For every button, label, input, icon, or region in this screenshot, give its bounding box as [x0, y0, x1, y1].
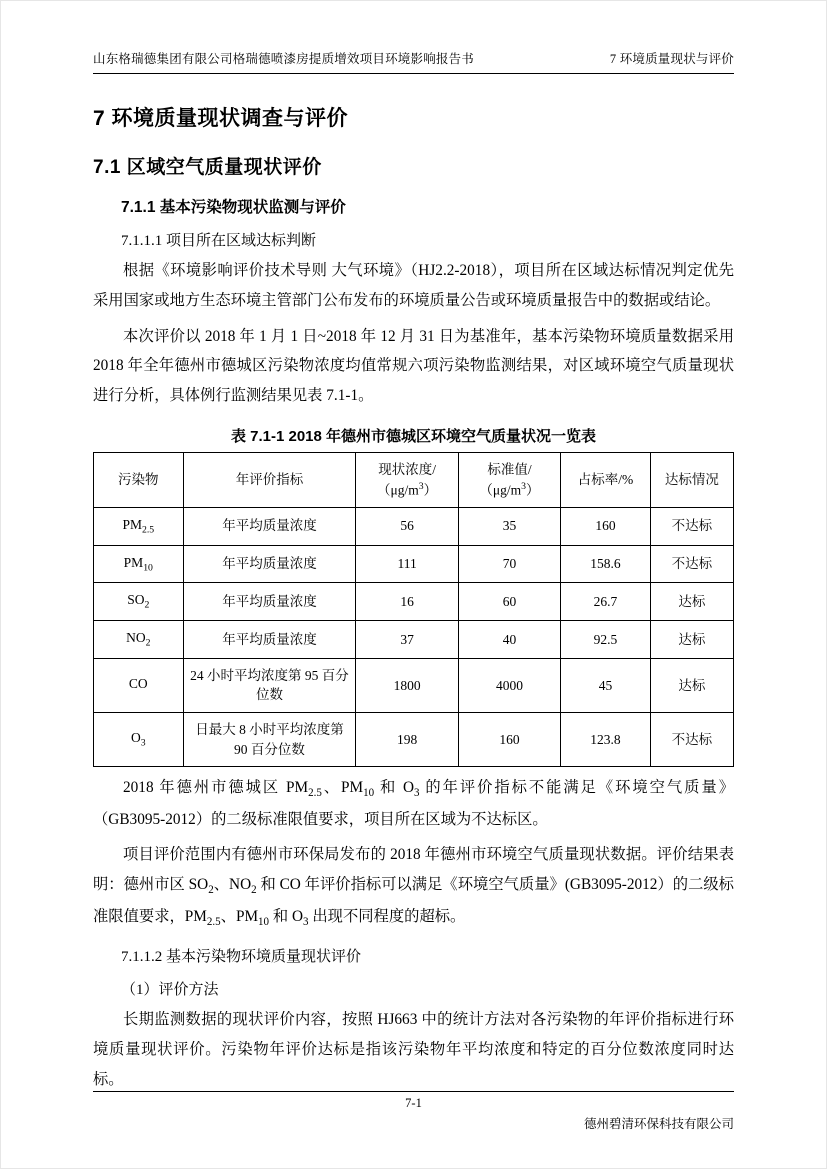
pollutant-name: CO — [128, 676, 148, 691]
header-current-exp: 3 — [418, 480, 424, 492]
cell-standard: 40 — [458, 621, 560, 659]
p4-sub-h: 10 — [258, 915, 270, 928]
p4-i: 和 O — [269, 907, 304, 925]
header-standard-line1: 标准值/ — [487, 462, 532, 478]
pollutant-sub: 2.5 — [141, 524, 155, 536]
p4-k: 出现不同程度的超标。 — [308, 907, 466, 925]
page-content — [93, 49, 734, 1128]
header-current-line1: 现状浓度/ — [378, 462, 436, 478]
cell-pollutant — [94, 712, 184, 766]
cell-pollutant — [94, 583, 184, 621]
section-heading-4: 7.1.1.1 项目所在区域达标判断 — [121, 233, 317, 249]
cell-index: 日最大 8 小时平均浓度第 90 百分位数 — [183, 712, 356, 766]
footer-company: 德州碧清环保科技有限公司 — [583, 1117, 734, 1131]
header-standard-exp: 3 — [521, 480, 527, 492]
cell-standard: 70 — [458, 545, 560, 583]
cell-status: 达标 — [650, 621, 733, 659]
p3-g: 的年评价指标不能满足《环境空气质量》（GB3095-2012）的二级标准限值要求，项目所在区域为不达标区。 — [93, 779, 734, 828]
header-standard-line2a: （μg/m — [479, 482, 522, 498]
header-title-right: 7 环境质量现状与评价 — [609, 52, 734, 66]
cell-current: 56 — [356, 507, 458, 545]
table-header-index: 年评价指标 — [183, 453, 356, 508]
cell-status: 不达标 — [650, 712, 733, 766]
table-body — [94, 507, 734, 766]
paragraph-5: 长期监测数据的现状评价内容，按照 HJ663 中的统计方法对各污染物的年评价指标进行环境质量现状评价。污染物年评价达标是指该污染物年平均浓度和特定的百分位数浓度同时达标。 — [93, 1011, 734, 1088]
header-standard-line2c: ） — [526, 482, 540, 498]
cell-rate: 26.7 — [561, 583, 651, 621]
cell-pollutant — [94, 545, 184, 583]
p3-c: 、PM — [321, 779, 364, 797]
section-heading-4-3: （1）评价方法 — [121, 982, 219, 999]
cell-rate: 45 — [561, 658, 651, 712]
footer-divider — [93, 1091, 734, 1092]
cell-pollutant — [94, 621, 184, 659]
page-footer — [93, 1091, 734, 1130]
header-title-left: 山东格瑞德集团有限公司格瑞德喷漆房提质增效项目环境影响报告书 — [93, 52, 475, 66]
cell-current: 37 — [356, 621, 458, 659]
p3-sub-d: 10 — [363, 787, 375, 800]
cell-rate: 92.5 — [561, 621, 651, 659]
cell-standard: 35 — [458, 507, 560, 545]
table-header-pollutant: 污染物 — [94, 453, 184, 508]
table-header-status: 达标情况 — [650, 453, 733, 508]
paragraph-3 — [93, 773, 734, 834]
p4-e: 和 CO 年评价指标可以满足《环境空气质量》(GB3095-2012）的二级标准限值要求，PM — [93, 876, 734, 925]
cell-status: 不达标 — [650, 507, 733, 545]
table-header-rate: 占标率/% — [561, 453, 651, 508]
pollutant-name: O — [130, 730, 141, 746]
table-row — [94, 712, 734, 766]
p4-c: 、NO — [213, 876, 252, 894]
cell-standard: 4000 — [458, 658, 560, 712]
p4-sub-f: 2.5 — [206, 915, 221, 928]
cell-rate: 158.6 — [561, 545, 651, 583]
paragraph-1: 根据《环境影响评价技术导则 大气环境》（HJ2.2-2018），项目所在区域达标情况判定优先采用国家或地方生态环境主管部门公布发布的环境质量公告或环境质量报告中的数据或结论。 — [93, 262, 734, 309]
cell-index: 年平均质量浓度 — [183, 545, 356, 583]
pollutant-sub: 2 — [145, 637, 151, 649]
cell-status: 不达标 — [650, 545, 733, 583]
table-header-row — [94, 453, 734, 508]
cell-current: 16 — [356, 583, 458, 621]
table-caption: 表 7.1-1 2018 年德州市德城区环境空气质量状况一览表 — [230, 428, 597, 446]
cell-index: 年平均质量浓度 — [183, 583, 356, 621]
paragraph-2: 本次评价以 2018 年 1 月 1 日~2018 年 12 月 31 日为基准年，基本污染物环境质量数据采用 2018 年全年德州市德城区污染物浓度均值常规六项污染物监测结果，对区域环境空气质量现状进行分析，具体例行监测结果见表 7.1-1。 — [93, 327, 734, 405]
cell-status: 达标 — [650, 658, 733, 712]
p4-a: 项目评价范围内有德州市环保局发布的 2018 年德州市环境空气质量现状数据。评价结果表明：德州市区 SO — [93, 846, 734, 894]
section-heading-3: 7.1.1 基本污染物现状监测与评价 — [121, 199, 346, 216]
p4-sub-j: 3 — [303, 915, 309, 928]
paragraph-4 — [93, 840, 734, 933]
table-row — [94, 507, 734, 545]
pollutant-name: NO — [126, 630, 146, 646]
air-quality-table — [93, 452, 734, 767]
p4-g: 、PM — [220, 907, 259, 925]
p3-e: 和 O — [374, 779, 415, 797]
p4-sub-d: 2 — [251, 884, 257, 897]
pollutant-sub: 2 — [144, 599, 150, 611]
pollutant-sub: 3 — [140, 737, 146, 749]
footer-row — [93, 1096, 734, 1130]
cell-rate: 160 — [561, 507, 651, 545]
cell-current: 1800 — [356, 658, 458, 712]
cell-index: 年平均质量浓度 — [183, 621, 356, 659]
cell-rate: 123.8 — [561, 712, 651, 766]
cell-standard: 60 — [458, 583, 560, 621]
cell-pollutant — [94, 658, 184, 712]
table-header-standard — [458, 453, 560, 508]
table-row — [94, 583, 734, 621]
pollutant-sub: 10 — [143, 562, 153, 574]
p3-sub-b: 2.5 — [308, 787, 322, 800]
table-row — [94, 621, 734, 659]
cell-standard: 160 — [458, 712, 560, 766]
cell-status: 达标 — [650, 583, 733, 621]
table-row — [94, 658, 734, 712]
pollutant-name: SO — [127, 592, 145, 608]
section-heading-2: 7.1 区域空气质量现状评价 — [93, 157, 322, 178]
header-current-line2c: ） — [423, 482, 438, 498]
pollutant-name: PM — [123, 554, 144, 570]
header-current-line2a: （μg/m — [377, 482, 419, 498]
pollutant-name: PM — [122, 516, 142, 532]
cell-pollutant — [94, 507, 184, 545]
p4-sub-b: 2 — [208, 884, 214, 897]
cell-current: 111 — [356, 545, 458, 583]
section-heading-1: 7 环境质量现状调查与评价 — [93, 107, 349, 130]
table-header-current — [356, 453, 458, 508]
cell-current: 198 — [356, 712, 458, 766]
table-row — [94, 545, 734, 583]
footer-page-number: 7-1 — [405, 1096, 422, 1110]
p3-sub-f: 3 — [414, 787, 420, 800]
section-heading-4-2: 7.1.1.2 基本污染物环境质量现状评价 — [121, 949, 362, 966]
page-header — [93, 49, 734, 74]
p3-a: 2018 年德州市德城区 PM — [123, 779, 309, 797]
cell-index: 年平均质量浓度 — [183, 507, 356, 545]
cell-index: 24 小时平均浓度第 95 百分位数 — [183, 658, 356, 712]
